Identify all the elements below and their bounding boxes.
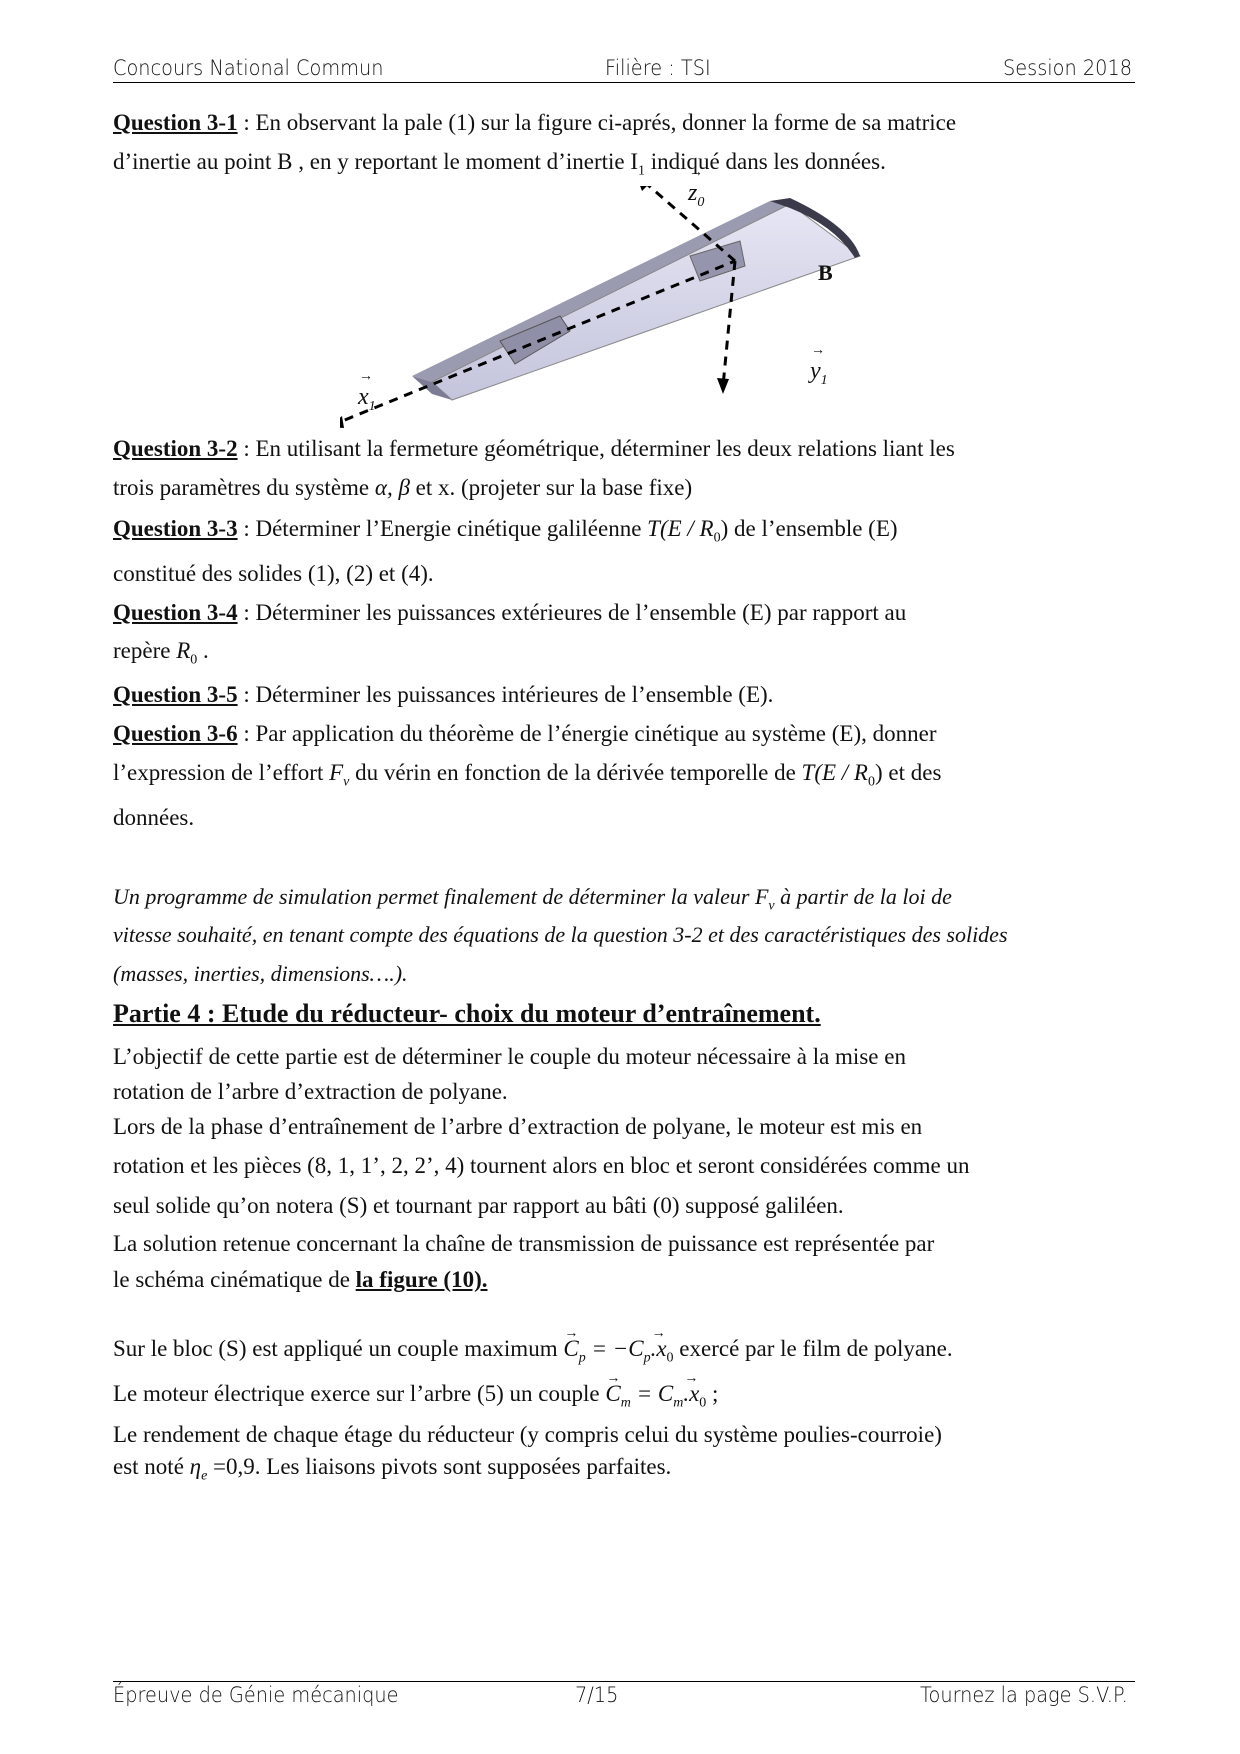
italic-line1: Un programme de simulation permet finalement de déterminer la valeur $F_v$ à partir de la loi de [113, 884, 952, 914]
p-line8: Sur le bloc (S) est appliqué un couple maximum → $C_p = -C_p\to .x_0$ exercé par le film de polyane. [113, 1334, 953, 1374]
footer-right: Tournez la page S.V.P. [920, 1683, 1128, 1707]
q31-line1: Question 3-1 : En observant la pale (1) sur la figure ci-aprés, donner la forme de sa matrice [113, 110, 957, 135]
blade-figure [340, 180, 880, 436]
point-b-label: B [818, 260, 833, 285]
header-rule [113, 82, 1135, 83]
q36-line1: Question 3-6 : Par application du théorème de l’énergie cinétique au système (E), donner [113, 721, 937, 746]
figure-10-link[interactable]: la figure (10). [355, 1267, 488, 1292]
q33-line2: constitué des solides (1), (2) et (4). [113, 561, 434, 586]
z0-label: → $z_0$ [688, 180, 704, 211]
q32-line1: Question 3-2 : En utilisant la fermeture géométrique, déterminer les deux relations liant les [113, 436, 955, 461]
partie4-title: Partie 4 : Etude du réducteur- choix du moteur d’entraînement. [113, 999, 821, 1028]
q36-line2: l’expression de l’effort $F_v$ du vérin en fonction de la dérivée temporelle de $T(E / R_0)$ et des [113, 760, 942, 790]
p-line1: L’objectif de cette partie est de déterminer le couple du moteur nécessaire à la mise en [113, 1044, 906, 1069]
p-line4: rotation et les pièces (8, 1, 1’, 2, 2’, 4) tournent alors en bloc et seront considérées comme un [113, 1153, 970, 1178]
p-line7: le schéma cinématique de la figure (10). [113, 1267, 488, 1292]
p-line6: La solution retenue concernant la chaîne de transmission de puissance est représentée par [113, 1231, 935, 1256]
italic-line2: vitesse souhaité, en tenant compte des équations de la question 3-2 et des caractéristiques des solides [113, 922, 1008, 947]
p-line3: Lors de la phase d’entraînement de l’arbre d’extraction de polyane, le moteur est mis en [113, 1114, 923, 1139]
p-line9: Le moteur électrique exerce sur l’arbre (5) un couple → $C_m = C_m\to .x_0$ ; [113, 1379, 718, 1419]
p-line11: est noté $\eta_e =0,9$. Les liaisons pivots sont supposées parfaites. [113, 1454, 672, 1484]
x1-label: → $x_1$ [358, 384, 376, 415]
q33-line1: Question 3-3 : Déterminer l’Energie cinétique galiléenne $T(E / R_0)$ de l’ensemble (E) [113, 516, 898, 546]
p-line5: seul solide qu’on notera (S) et tournant par rapport au bâti (0) supposé galiléen. [113, 1193, 844, 1218]
q34-line1: Question 3-4 : Déterminer les puissances extérieures de l’ensemble (E) par rapport au [113, 600, 907, 625]
header-left: Concours National Commun [113, 56, 384, 80]
italic-line3: (masses, inerties, dimensions….). [113, 961, 408, 986]
q31-line2: d’inertie au point B , en y reportant le moment d’inertie $I_1$ indiqué dans les données. [113, 149, 886, 179]
p-line2: rotation de l’arbre d’extraction de polyane. [113, 1079, 508, 1104]
footer-left: Épreuve de Génie mécanique [113, 1683, 399, 1707]
q35-line1: Question 3-5 : Déterminer les puissances intérieures de l’ensemble (E). [113, 682, 774, 707]
q36-line3: données. [113, 805, 195, 830]
footer-center: 7/15 [575, 1683, 619, 1707]
blade-drawing [340, 186, 880, 436]
header-right: Session 2018 [1003, 56, 1133, 80]
footer-rule [113, 1681, 1135, 1682]
q32-line2: trois paramètres du système α, β et x. (projeter sur la base fixe) [113, 475, 693, 500]
p-line10: Le rendement de chaque étage du réducteur (y compris celui du système poulies-courroie) [113, 1422, 942, 1447]
header-center: Filière : TSI [605, 56, 711, 80]
y1-label: → $y_1$ [810, 358, 828, 389]
q34-line2: repère $R_0$ . [113, 638, 209, 668]
